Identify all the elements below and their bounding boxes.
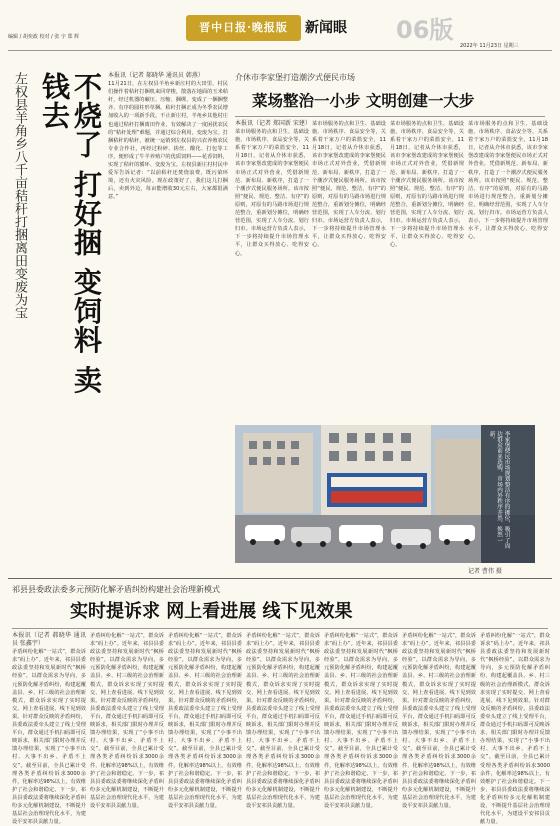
- bottom-story-body: 矛盾纠纷化解“一站式”，群众诉求“码上办”。近年来，祁县县委政法委坚持和发展新时代“枫桥经验”，以群众需求为导向，多元预防化解矛盾纠纷，构建起覆盖县、乡、村三级的社会治理新模式，群众诉求实现了实时提交、网上查看进展、线下见到效果。针对群众反映的矛盾纠纷，县委政法委牵头建立了线上受理平台，群众通过手机扫码即可反映诉求，相关部门限时办理并反馈办理结果，实现了“小事不出村、大事不出乡、矛盾不上交”。截至目前，全县已累计受理各类矛盾纠纷诉求3000余件，化解率达98%以上，有效维护了社会和谐稳定。下一步，祁县县委政法委将继续深化矛盾纠纷多元化解机制建设，不断提升基层社会治理现代化水平，为建设平安祁县贡献力量。: [12, 649, 86, 826]
- photo-caption: 李家堡便民市场规划整洁有序的摊位，吸引了周边群众前来选购，市场内外秩序井然、焕然一新。: [488, 431, 510, 549]
- bottom-story-body-4: 矛盾纠纷化解“一站式”，群众诉求“码上办”。近年来，祁县县委政法委坚持和发展新时代“枫桥经验”，以群众需求为导向，多元预防化解矛盾纠纷，构建起覆盖县、乡、村三级的社会治理新模式，群众诉求实现了实时提交、网上查看进展、线下见到效果。针对群众反映的矛盾纠纷，县委政法委牵头建立了线上受理平台，群众通过手机扫码即可反映诉求，相关部门限时办理并反馈办理结果，实现了“小事不出村、大事不出乡、矛盾不上交”。截至目前，全县已累计受理各类矛盾纠纷诉求3000余件，化解率达98%以上，有效维护了社会和谐稳定。下一步，祁县县委政法委将继续深化矛盾纠纷多元化解机制建设，不断提升基层社会治理现代化水平，为建设平安祁县贡献力量。: [246, 633, 320, 809]
- publish-date: 2022年 11月23日 星期三: [460, 43, 519, 49]
- section-title: 新闻眼: [305, 20, 347, 36]
- mid-story-col1: [235, 120, 309, 425]
- mid-story-body-4: 菜市场服务的点和卫生、基础设施、市场秩序、食品安全等，关系着干家万户的菜篮安全，11月18日，记者从介休市获悉，该市李家堡改建成的李家堡便民市场正式对外营业，凭借新规范、新布局、新秩序，打造了一个潮汐式便民服务场所。该市按照“便民、规范、整洁、有序”的原则，对原有的马路市场进行规范整合，重新划分摊位，明确经营范围，实现了人车分流、划行归市。市场运营方负责人表示，下一步将持续提升市场管理水平，让群众买得放心、吃得安心。: [468, 121, 548, 241]
- bottom-story-col5: [324, 632, 398, 812]
- mid-story-body-3: 菜市场服务的点和卫生、基础设施、市场秩序、食品安全等，关系着干家万户的菜篮安全，11月18日，记者从介休市获悉，该市李家堡改建成的李家堡便民市场正式对外营业，凭借新规范、新布局、新秩序，打造了一个潮汐式便民服务场所。该市按照“便民、规范、整洁、有序”的原则，对原有的马路市场进行规范整合，重新划分摊位，明确经营范围，实现了人车分流、划行归市。市场运营方负责人表示，下一步将持续提升市场管理水平，让群众买得放心、吃得安心。: [390, 121, 464, 249]
- bottom-story-headline: 实时提诉求 网上看进展 线下见效果: [70, 601, 353, 622]
- left-story-body: 11月21日，在左权县羊角乡新庄村的大田里，村民们操作着秸秆打捆机来回穿梭，散落在地面的玉米秸秆，经过机器的碾压、压缩、捆绑，变成了一捆捆整齐、有序的圆柱形草捆。秸秆打捆正成为冬季农民增加收入的一项新手段。不止新庄村，羊角乡其他村庄也通过秸秆打捆离田作业，有效解决了一度困扰农民的“秸秆处理”难题，并通过综合利用，变废为宝。打捆秸秆的秸秆，被统一运销到左权县的兴农养殖农民专业合作社，再经过粉碎、搓丝、酸化、打包等工序，便形成了牛羊养殖户的优质饲料——花香饲料，实现了秸秆的循环、变废为宝。左权县新庄村村民申爱军告诉记者：“以前秸秆还焚烧浪费，既污染环境，还有火灾风险。现在政策好了，我们这儿打捆后，卖到外边，每亩能增收30元左右，大家都很满意。”: [108, 81, 228, 201]
- middle-divider: [8, 578, 552, 579]
- bottom-story-body-5: 矛盾纠纷化解“一站式”，群众诉求“码上办”。近年来，祁县县委政法委坚持和发展新时代“枫桥经验”，以群众需求为导向，多元预防化解矛盾纠纷，构建起覆盖县、乡、村三级的社会治理新模式，群众诉求实现了实时提交、网上查看进展、线下见到效果。针对群众反映的矛盾纠纷，县委政法委牵头建立了线上受理平台，群众通过手机扫码即可反映诉求，相关部门限时办理并反馈办理结果，实现了“小事不出村、大事不出乡、矛盾不上交”。截至目前，全县已累计受理各类矛盾纠纷诉求3000余件，化解率达98%以上，有效维护了社会和谐稳定。下一步，祁县县委政法委将继续深化矛盾纠纷多元化解机制建设，不断提升基层社会治理现代化水平，为建设平安祁县贡献力量。: [324, 633, 398, 809]
- bottom-story-col7: [480, 632, 550, 826]
- mid-story-headline: 菜场整治一小步 文明创建一大步: [252, 92, 475, 110]
- left-story-headline: 不烧了 打好捆 变饲料 卖钱去: [38, 72, 103, 395]
- header-rule: [8, 50, 552, 51]
- left-story-body-block: [108, 72, 228, 520]
- photo-credit: 记者 曹伟 摄: [468, 568, 502, 575]
- mid-story-body: 菜市场服务的点和卫生、基础设施、市场秩序、食品安全等，关系着干家万户的菜篮安全，11月18日，记者从介休市获悉，该市李家堡改建成的李家堡便民市场正式对外营业，凭借新规范、新布局、新秩序，打造了一个潮汐式便民服务场所。该市按照“便民、规范、整洁、有序”的原则，对原有的马路市场进行规范整合，重新划分摊位，明确经营范围，实现了人车分流、划行归市。市场运营方负责人表示，下一步将持续提升市场管理水平，让群众买得放心、吃得安心。: [235, 129, 309, 257]
- bottom-story-col6: [402, 632, 476, 812]
- mid-story-col3: [390, 120, 464, 425]
- bottom-story-col3: [168, 632, 242, 812]
- mid-story-kicker: 介休市李家堡打造潮汐式便民市场: [235, 73, 355, 82]
- bottom-story-body-2: 矛盾纠纷化解“一站式”，群众诉求“码上办”。近年来，祁县县委政法委坚持和发展新时代“枫桥经验”，以群众需求为导向，多元预防化解矛盾纠纷，构建起覆盖县、乡、村三级的社会治理新模式，群众诉求实现了实时提交、网上查看进展、线下见到效果。针对群众反映的矛盾纠纷，县委政法委牵头建立了线上受理平台，群众通过手机扫码即可反映诉求，相关部门限时办理并反馈办理结果，实现了“小事不出村、大事不出乡、矛盾不上交”。截至目前，全县已累计受理各类矛盾纠纷诉求3000余件，化解率达98%以上，有效维护了社会和谐稳定。下一步，祁县县委政法委将继续深化矛盾纠纷多元化解机制建设，不断提升基层社会治理现代化水平，为建设平安祁县贡献力量。: [90, 633, 164, 809]
- page-number: 06版: [396, 16, 454, 44]
- bottom-headline-rule: [12, 628, 548, 629]
- left-story-byline: 本报讯（记者 郝晓华 通讯员 韩燕）: [108, 72, 204, 79]
- editor-credits: 编辑 / 胡奕政 校对 / 张 宇 郑 辉: [8, 34, 80, 40]
- bottom-story-col4: [246, 632, 320, 812]
- left-story-subtitle: 左权县羊角乡八千亩秸秆打捆离田变废为宝: [12, 72, 27, 319]
- bottom-story-body-7: 矛盾纠纷化解“一站式”，群众诉求“码上办”。近年来，祁县县委政法委坚持和发展新时代“枫桥经验”，以群众需求为导向，多元预防化解矛盾纠纷，构建起覆盖县、乡、村三级的社会治理新模式，群众诉求实现了实时提交、网上查看进展、线下见到效果。针对群众反映的矛盾纠纷，县委政法委牵头建立了线上受理平台，群众通过手机扫码即可反映诉求，相关部门限时办理并反馈办理结果，实现了“小事不出村、大事不出乡、矛盾不上交”。截至目前，全县已累计受理各类矛盾纠纷诉求3000余件，化解率达98%以上，有效维护了社会和谐稳定。下一步，祁县县委政法委将继续深化矛盾纠纷多元化解机制建设，不断提升基层社会治理现代化水平，为建设平安祁县贡献力量。: [480, 633, 550, 826]
- bottom-story-body-3: 矛盾纠纷化解“一站式”，群众诉求“码上办”。近年来，祁县县委政法委坚持和发展新时代“枫桥经验”，以群众需求为导向，多元预防化解矛盾纠纷，构建起覆盖县、乡、村三级的社会治理新模式，群众诉求实现了实时提交、网上查看进展、线下见到效果。针对群众反映的矛盾纠纷，县委政法委牵头建立了线上受理平台，群众通过手机扫码即可反映诉求，相关部门限时办理并反馈办理结果，实现了“小事不出村、大事不出乡、矛盾不上交”。截至目前，全县已累计受理各类矛盾纠纷诉求3000余件，化解率达98%以上，有效维护了社会和谐稳定。下一步，祁县县委政法委将继续深化矛盾纠纷多元化解机制建设，不断提升基层社会治理现代化水平，为建设平安祁县贡献力量。: [168, 633, 242, 809]
- news-photo: [235, 425, 535, 563]
- bottom-story-col1: [12, 632, 86, 826]
- masthead-text: 晋中日报·晚报版: [199, 21, 288, 34]
- bottom-story-body-6: 矛盾纠纷化解“一站式”，群众诉求“码上办”。近年来，祁县县委政法委坚持和发展新时代“枫桥经验”，以群众需求为导向，多元预防化解矛盾纠纷，构建起覆盖县、乡、村三级的社会治理新模式，群众诉求实现了实时提交、网上查看进展、线下见到效果。针对群众反映的矛盾纠纷，县委政法委牵头建立了线上受理平台，群众通过手机扫码即可反映诉求，相关部门限时办理并反馈办理结果，实现了“小事不出村、大事不出乡、矛盾不上交”。截至目前，全县已累计受理各类矛盾纠纷诉求3000余件，化解率达98%以上，有效维护了社会和谐稳定。下一步，祁县县委政法委将继续深化矛盾纠纷多元化解机制建设，不断提升基层社会治理现代化水平，为建设平安祁县贡献力量。: [402, 633, 476, 809]
- mid-headline-rule: [235, 116, 545, 117]
- mid-story-byline: 本报讯（记者 郑国新 宋建）: [235, 120, 311, 127]
- bottom-story-byline: 本报讯（记者 郝晓华 通讯员 张鑫宇）: [12, 632, 86, 648]
- mid-story-body-2: 菜市场服务的点和卫生、基础设施、市场秩序、食品安全等，关系着干家万户的菜篮安全，11月18日，记者从介休市获悉，该市李家堡改建成的李家堡便民市场正式对外营业，凭借新规范、新布局、新秩序，打造了一个潮汐式便民服务场所。该市按照“便民、规范、整洁、有序”的原则，对原有的马路市场进行规范整合，重新划分摊位，明确经营范围，实现了人车分流、划行归市。市场运营方负责人表示，下一步将持续提升市场管理水平，让群众买得放心、吃得安心。: [312, 121, 386, 249]
- mid-story-col4: [468, 120, 548, 415]
- bottom-story-col2: [90, 632, 164, 812]
- newspaper-masthead: [186, 15, 301, 41]
- mid-story-col2: [312, 120, 386, 425]
- bottom-story-kicker: 祁县县委政法委多元预防化解矛盾纠纷构建社会治理新模式: [12, 585, 220, 594]
